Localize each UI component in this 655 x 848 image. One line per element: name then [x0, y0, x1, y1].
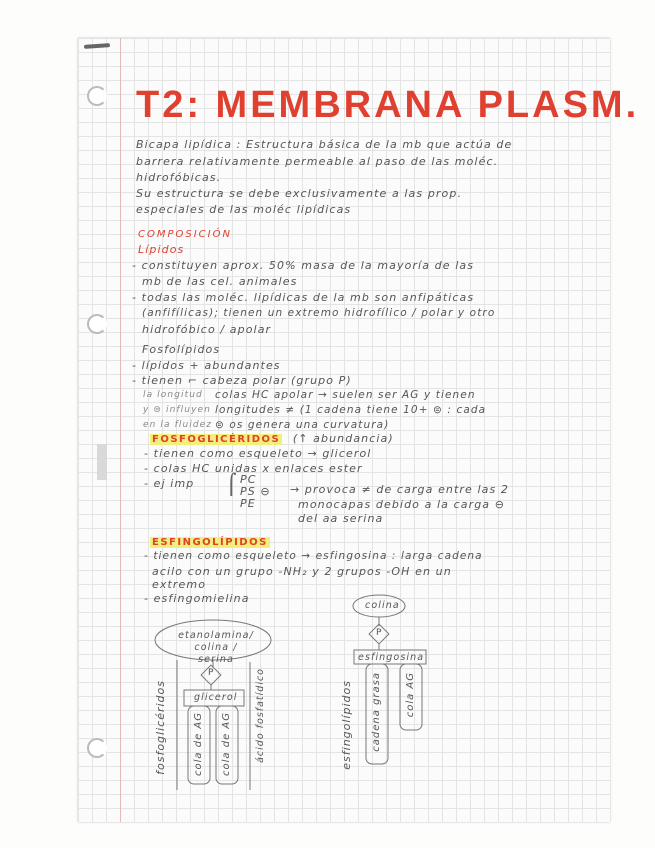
tail-label: cola de AG [221, 712, 232, 776]
note-line: monocapas debido a la carga ⊖ [298, 498, 506, 511]
side-note: la longitud [143, 390, 203, 400]
section-subheading: Lípidos [138, 243, 185, 256]
bullet-line: - tienen como esqueleto → glicerol [144, 447, 372, 460]
bullet-line: - colas HC unidas x enlaces ester [144, 462, 363, 475]
glycerol-label: glicerol [194, 692, 238, 703]
tail-label: cola de AG [193, 712, 204, 776]
side-note: y ⊜ influyen [143, 405, 211, 415]
bullet-line: - constituyen aprox. 50% masa de la mayoría de las [132, 259, 475, 272]
diagram-title: fosfoglicéridos [154, 680, 167, 775]
section-subheading: Fosfolípidos [142, 343, 221, 356]
bullet-line: longitudes ≠ (1 cadena tiene 10+ ⊜ : cada [215, 404, 487, 416]
bullet-line: colas HC apolar → suelen ser AG y tienen [215, 389, 476, 401]
diagram-title: esfingolípidos [340, 680, 353, 770]
intro-line: especiales de las moléc lipídicas [136, 203, 352, 216]
bracket-glyph: ⌠ [226, 472, 238, 496]
highlighted-heading: FOSFOGLICÉRIDOS [152, 434, 281, 445]
bullet-line: hidrofóbico / apolar [142, 323, 272, 336]
tail-label: cola AG [405, 672, 416, 718]
section-heading: COMPOSICIÓN [138, 229, 232, 240]
head-group-text: etanolamina/ colina / serina [178, 630, 254, 665]
note-line: → provoca ≠ de carga entre las 2 [290, 483, 510, 496]
side-note: en la fluidez [143, 420, 213, 430]
sphingosine-label: esfingosina [358, 652, 425, 663]
bullet-line: - tienen como esqueleto → esfingosina : larga cadena [144, 550, 483, 562]
bullet-line: (anfifílicas); tienen un extremo hidrofílico / polar y otro [142, 307, 496, 319]
intro-line: hidrofóbicas. [136, 171, 222, 184]
note-line: del aa serina [298, 512, 384, 525]
bullet-line: mb de las cel. animales [142, 275, 298, 288]
intro-line: barrera relativamente permeable al paso de las moléc. [136, 155, 499, 168]
example-item: PC [240, 473, 257, 486]
head-group-label [176, 630, 256, 666]
phosphate-label: P [376, 628, 383, 638]
bullet-line: - ej imp [144, 477, 195, 490]
phosphate-label: P [208, 668, 215, 678]
bullet-line: - tienen ⌐ cabeza polar (grupo P) [132, 374, 352, 387]
bullet-line: - esfingomielina [144, 592, 250, 605]
bullet-line: - lípidos + abundantes [132, 359, 281, 372]
head-group-label: colina [365, 600, 400, 611]
intro-line: Su estructura se debe exclusivamente a las prop. [136, 187, 463, 200]
example-item: PE [240, 497, 256, 510]
example-item: PS ⊖ [240, 485, 271, 498]
diagram-side-label: ácido fosfatídico [255, 668, 266, 763]
bullet-line: - todas las moléc. lipídicas de la mb son anfipáticas [132, 291, 475, 304]
intro-line: Bicapa lipídica : Estructura básica de la mb que actúa de [136, 138, 513, 151]
heading-note: (↑ abundancia) [292, 432, 394, 445]
bullet-line: ⊜ os genera una curvatura) [215, 419, 390, 431]
bullet-line: acilo con un grupo -NH₂ y 2 grupos -OH en un [152, 565, 452, 578]
page-title: T2: MEMBRANA PLASM. [136, 84, 640, 126]
highlighted-heading: ESFINGOLÍPIDOS [152, 537, 268, 548]
tail-label: cadena grasa [371, 672, 382, 752]
bullet-line: extremo [152, 578, 207, 591]
